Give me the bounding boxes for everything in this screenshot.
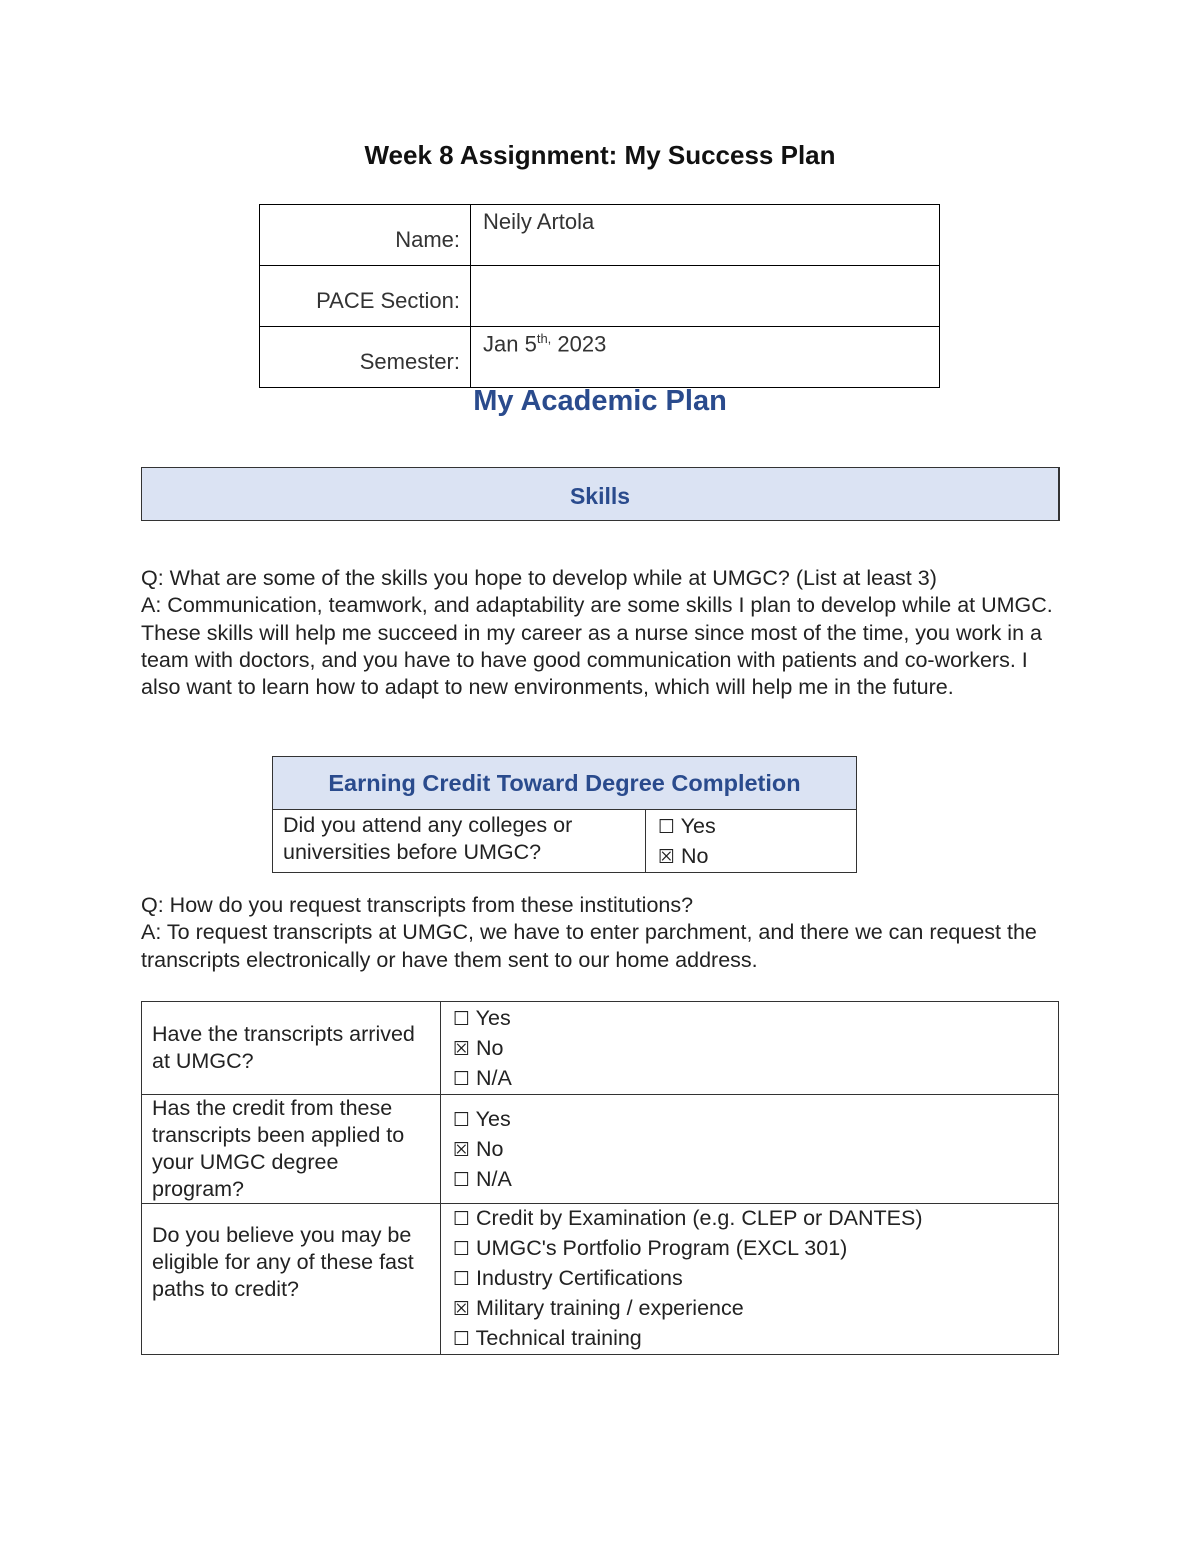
- checkbox-option[interactable]: [453, 1204, 1058, 1234]
- option-label: Credit by Examination (e.g. CLEP or DANTES): [476, 1206, 923, 1230]
- checkbox-option[interactable]: [453, 1324, 1058, 1354]
- transcripts-status-table: [141, 1001, 1059, 1355]
- fast-paths-question: Do you believe you may be eligible for any of these fast paths to credit?: [142, 1204, 441, 1355]
- option-label: No: [476, 1036, 504, 1060]
- checkbox-option[interactable]: [453, 1064, 1058, 1094]
- checkbox-checked-icon[interactable]: ☒: [453, 1038, 471, 1060]
- checkbox-icon[interactable]: ☐: [453, 1208, 471, 1230]
- checkbox-icon[interactable]: ☐: [453, 1328, 471, 1350]
- checkbox-icon[interactable]: ☐: [453, 1008, 471, 1030]
- checkbox-option[interactable]: [453, 1135, 1058, 1165]
- skills-qa: [141, 565, 1071, 701]
- option-label: Yes: [475, 1107, 511, 1131]
- student-info-table: [259, 204, 940, 388]
- option-label: Military training / experience: [476, 1296, 744, 1320]
- checkbox-option[interactable]: [453, 1034, 1058, 1064]
- option-label: Industry Certifications: [476, 1266, 683, 1290]
- transcripts-arrived-options: [441, 1002, 1059, 1095]
- checkbox-icon[interactable]: ☐: [453, 1169, 471, 1191]
- checkbox-icon[interactable]: ☐: [453, 1109, 471, 1131]
- pace-section-label: PACE Section:: [260, 266, 471, 327]
- checkbox-option[interactable]: [453, 1234, 1058, 1264]
- academic-plan-heading: My Academic Plan: [473, 385, 727, 417]
- fast-paths-options: [441, 1204, 1059, 1355]
- checkbox-checked-icon[interactable]: ☒: [658, 846, 676, 868]
- earning-credit-heading: Earning Credit Toward Degree Completion: [273, 757, 857, 810]
- skills-heading: Skills: [141, 467, 1060, 521]
- credit-applied-options: [441, 1095, 1059, 1204]
- checkbox-icon[interactable]: ☐: [658, 816, 676, 838]
- prior-college-options: [646, 810, 857, 873]
- checkbox-option[interactable]: [658, 812, 856, 842]
- checkbox-option[interactable]: [453, 1165, 1058, 1195]
- option-label: No: [681, 844, 709, 868]
- semester-value-main: Jan 5: [483, 331, 537, 357]
- skills-question: Q: What are some of the skills you hope to develop while at UMGC? (List at least 3): [141, 566, 937, 590]
- name-label: Name:: [260, 205, 471, 266]
- option-label: N/A: [476, 1167, 512, 1191]
- option-label: UMGC's Portfolio Program (EXCL 301): [476, 1236, 848, 1260]
- checkbox-checked-icon[interactable]: ☒: [453, 1139, 471, 1161]
- semester-value-year: 2023: [551, 331, 607, 357]
- transcripts-question: Q: How do you request transcripts from these institutions?: [141, 893, 694, 917]
- semester-value-suffix: th,: [536, 331, 552, 346]
- checkbox-option[interactable]: [453, 1004, 1058, 1034]
- option-label: Yes: [680, 814, 716, 838]
- transcripts-answer: A: To request transcripts at UMGC, we have to enter parchment, and there we can request the transcripts electronically or have them sent to our home address.: [141, 920, 1037, 972]
- option-label: Yes: [475, 1006, 511, 1030]
- name-value[interactable]: Neily Artola: [471, 205, 940, 266]
- checkbox-checked-icon[interactable]: ☒: [453, 1298, 471, 1320]
- checkbox-option[interactable]: [453, 1264, 1058, 1294]
- option-label: N/A: [476, 1066, 512, 1090]
- option-label: No: [476, 1137, 504, 1161]
- checkbox-option[interactable]: [453, 1105, 1058, 1135]
- semester-value[interactable]: [471, 327, 940, 388]
- checkbox-icon[interactable]: ☐: [453, 1068, 471, 1090]
- transcripts-qa: [141, 892, 1071, 974]
- checkbox-option[interactable]: [453, 1294, 1058, 1324]
- transcripts-arrived-question: Have the transcripts arrived at UMGC?: [142, 1002, 441, 1095]
- semester-label: Semester:: [260, 327, 471, 388]
- skills-answer: A: Communication, teamwork, and adaptability are some skills I plan to develop while at UMGC. These skills will help me succeed in my career as a nurse since most of the time, you work in a team with doctors, and you have to have good communication with patients and co-workers. I also want to learn how to adapt to new environments, which will help me in the future.: [141, 593, 1053, 700]
- checkbox-option[interactable]: [658, 842, 856, 872]
- document-title: Week 8 Assignment: My Success Plan: [364, 140, 836, 170]
- prior-college-question: Did you attend any colleges or universities before UMGC?: [273, 810, 646, 873]
- pace-section-value[interactable]: [471, 266, 940, 327]
- checkbox-icon[interactable]: ☐: [453, 1238, 471, 1260]
- option-label: Technical training: [475, 1326, 642, 1350]
- earning-credit-table: [272, 756, 857, 873]
- credit-applied-question: Has the credit from these transcripts been applied to your UMGC degree program?: [142, 1095, 441, 1204]
- checkbox-icon[interactable]: ☐: [453, 1268, 471, 1290]
